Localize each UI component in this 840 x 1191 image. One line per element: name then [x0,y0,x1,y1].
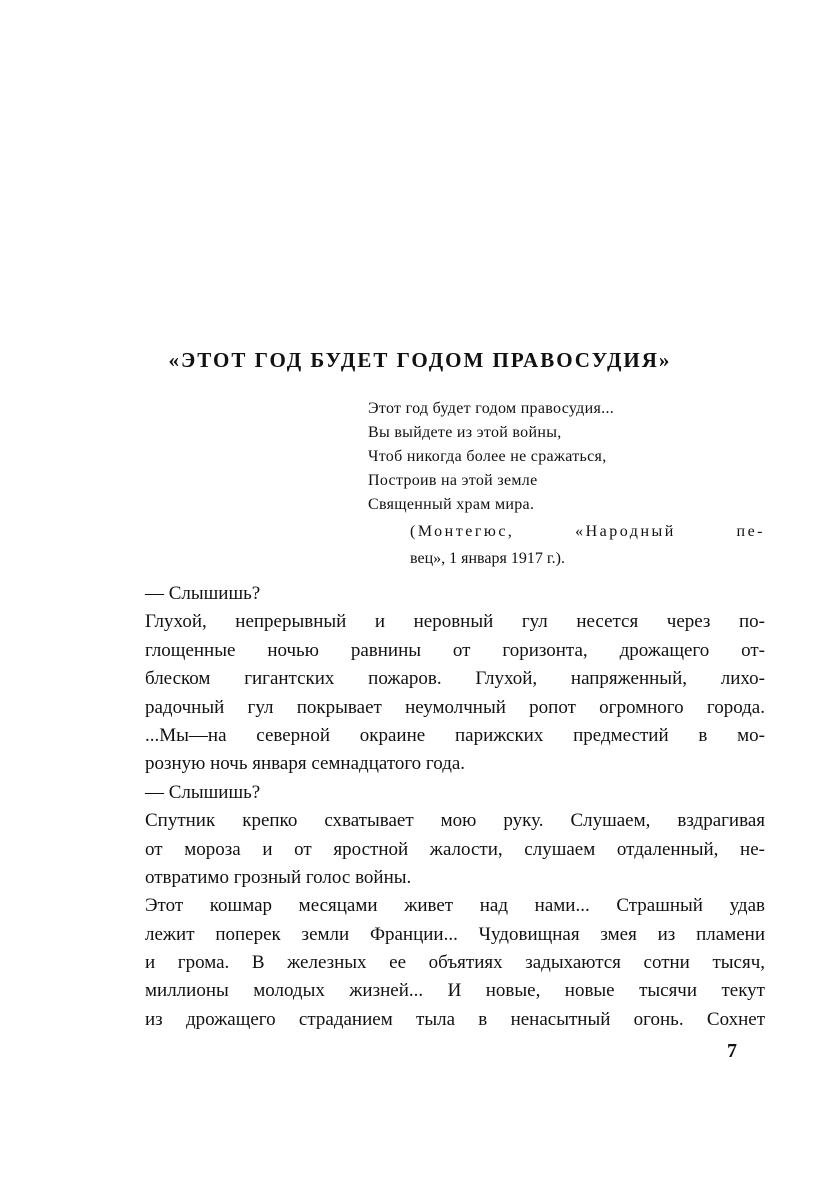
text-line: из дрожащего страданием тыла в ненасытный огонь. Сохнет [145,1008,765,1030]
text-line: розную ночь января семнадцатого года. [145,753,466,775]
epigraph-line: Священный храм мира. [368,496,535,513]
text-line: Этот кошмар месяцами живет над нами... Страшный удав [145,895,765,917]
attribution-line: вец», 1 января 1917 г.). [410,550,565,567]
text-line: Спутник крепко схватывает мою руку. Слушаем, вздрагивая [145,810,765,832]
text-line: ...Мы—на северной окраине парижских предместий в мо- [145,724,765,746]
epigraph-line: Этот год будет годом правосудия... [368,400,615,417]
epigraph [368,397,768,517]
body-text [145,580,765,1034]
attribution-line: (Монтегюс, «Народный пе- [410,523,765,540]
text-line: отвратимо грозный голос войны. [145,866,412,888]
text-line: — Слышишь? [145,583,261,604]
epigraph-line: Построив на этой земле [368,472,538,489]
text-line: радочный гул покрывает неумолчный ропот огромного города. [145,696,765,718]
text-line: и грома. В железных ее объятиях задыхаются сотни тысяч, [145,952,765,974]
text-line: лежит поперек земли Франции... Чудовищная змея из пламени [145,923,765,945]
epigraph-line: Чтоб никогда более не сражаться, [368,448,607,465]
epigraph-attribution [410,518,765,572]
text-line: от мороза и от яростной жалости, слушаем отдаленный, не- [145,838,765,860]
text-line: Глухой, непрерывный и неровный гул несется через по- [145,611,765,633]
epigraph-line: Вы выйдете из этой войны, [368,424,562,441]
text-line: — Слышишь? [145,781,261,803]
page-number: 7 [727,1040,737,1062]
chapter-title: «ЭТОТ ГОД БУДЕТ ГОДОМ ПРАВОСУДИЯ» [168,348,672,372]
text-line: блеском гигантских пожаров. Глухой, напряженный, лихо- [145,668,765,690]
text-line: миллионы молодых жизней... И новые, новые тысячи текут [145,980,765,1002]
text-line: глощенные ночью равнины от горизонта, дрожащего от- [145,639,765,661]
